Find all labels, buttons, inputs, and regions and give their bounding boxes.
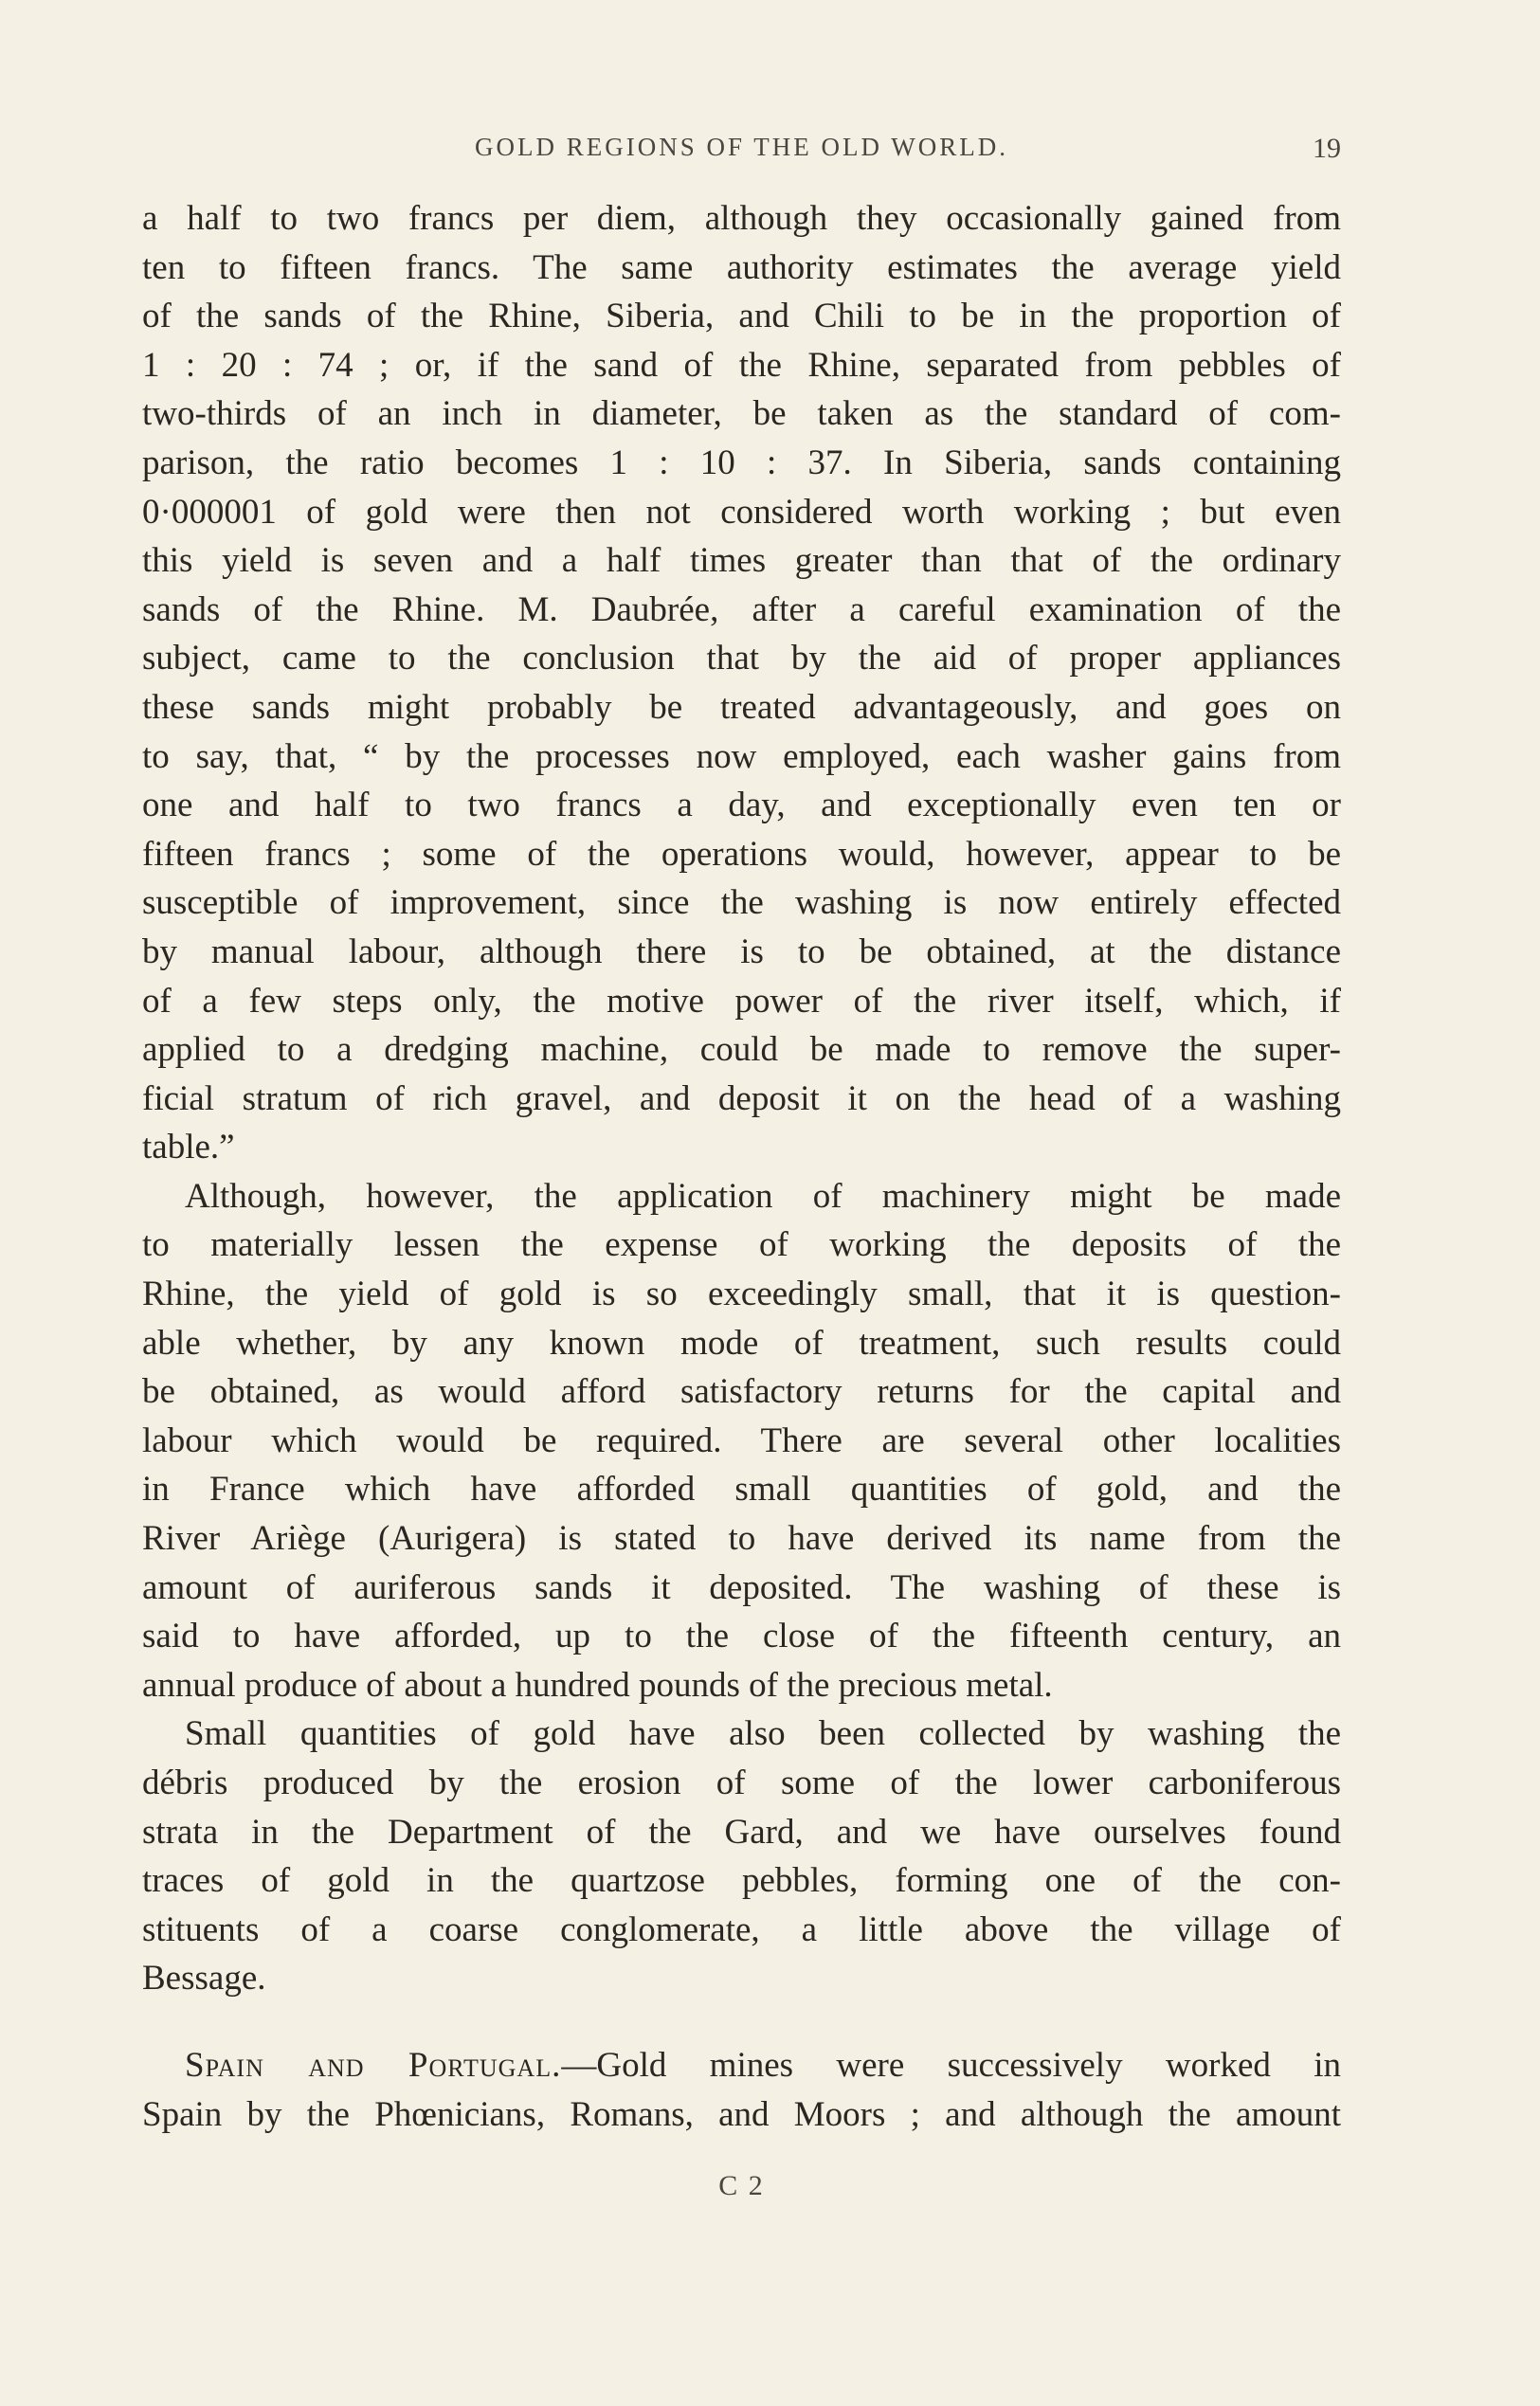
paragraph-3 xyxy=(142,1710,1341,2003)
text-line: parison, the ratio becomes 1 : 10 : 37. In Siberia, sands containing xyxy=(142,443,1341,482)
text-line: River Ariège (Aurigera) is stated to have derived its name from the xyxy=(142,1519,1341,1559)
text-line: be obtained, as would afford satisfactory returns for the capital and xyxy=(142,1372,1341,1412)
text-line: débris produced by the erosion of some of the lower carboniferous xyxy=(142,1764,1341,1802)
text-line: stituents of a coarse conglomerate, a little above the village of xyxy=(142,1909,1341,1949)
text-line: Spain by the Phœnicians, Romans, and Moors ; and although the amount xyxy=(142,2094,1341,2134)
text-line: Small quantities of gold have also been collected by washing the xyxy=(185,1714,1341,1754)
text-line: to say, that, “ by the processes now employed, each washer gains from xyxy=(142,736,1341,776)
text-line: in France which have afforded small quantities of gold, and the xyxy=(142,1470,1341,1510)
text-line: of the sands of the Rhine, Siberia, and Chili to be in the proportion of xyxy=(142,297,1341,336)
paragraph-1 xyxy=(142,194,1341,1172)
section-heading: Spain and Portugal. xyxy=(185,2045,562,2085)
text-line: applied to a dredging machine, could be made to remove the super- xyxy=(142,1030,1341,1070)
text-line: sands of the Rhine. M. Daubrée, after a careful examination of the xyxy=(142,589,1341,629)
text-line: this yield is seven and a half times greater than that of the ordinary xyxy=(142,541,1341,581)
text-line: a half to two francs per diem, although they occasionally gained from xyxy=(142,199,1341,238)
text-line: Bessage. xyxy=(142,1959,266,1999)
paragraph-2 xyxy=(142,1172,1341,1710)
section-spain-portugal xyxy=(142,2041,1341,2139)
text-line: 0·000001 of gold were then not considered worth working ; but even xyxy=(142,492,1341,532)
text-line: labour which would be required. There are several other localities xyxy=(142,1420,1341,1460)
text-line: said to have afforded, up to the close of the fifteenth century, an xyxy=(142,1617,1341,1656)
text-line: two-thirds of an inch in diameter, be taken as the standard of com- xyxy=(142,394,1341,434)
text-line: ten to fifteen francs. The same authority estimates the average yield xyxy=(142,247,1341,287)
page-number: 19 xyxy=(1313,133,1341,164)
text-line: traces of gold in the quartzose pebbles, forming one of the con- xyxy=(142,1861,1341,1901)
text-line: annual produce of about a hundred pounds of the precious metal. xyxy=(142,1665,1053,1705)
text-line: amount of auriferous sands it deposited. The washing of these is xyxy=(142,1567,1341,1607)
text-line: to materially lessen the expense of working the deposits of the xyxy=(142,1225,1341,1265)
text-line: Rhine, the yield of gold is so exceedingly small, that it is question- xyxy=(142,1275,1341,1314)
text-line: subject, came to the conclusion that by the aid of proper appliances xyxy=(142,639,1341,678)
text-line: of a few steps only, the motive power of the river itself, which, if xyxy=(142,981,1341,1021)
running-head xyxy=(142,133,1341,171)
text-line: susceptible of improvement, since the washing is now entirely effected xyxy=(142,883,1341,923)
text-line: table.” xyxy=(142,1128,235,1167)
section-gap xyxy=(142,2003,1341,2041)
body-text xyxy=(142,194,1341,2139)
text-line: strata in the Department of the Gard, and we have ourselves found xyxy=(142,1812,1341,1852)
section-line-text: —Gold mines were successively worked in xyxy=(561,2045,1341,2085)
signature-mark: C 2 xyxy=(718,2170,765,2201)
text-line: able whether, by any known mode of treatment, such results could xyxy=(142,1323,1341,1363)
section-first-line xyxy=(142,2041,1341,2090)
running-title: GOLD REGIONS OF THE OLD WORLD. xyxy=(475,133,1008,161)
text-line: one and half to two francs a day, and exceptionally even ten or xyxy=(142,786,1341,825)
text-line: fifteen francs ; some of the operations would, however, appear to be xyxy=(142,834,1341,874)
text-line: ficial stratum of rich gravel, and deposit it on the head of a washing xyxy=(142,1078,1341,1118)
text-line: 1 : 20 : 74 ; or, if the sand of the Rhine, separated from pebbles of xyxy=(142,345,1341,385)
text-line: these sands might probably be treated advantageously, and goes on xyxy=(142,687,1341,727)
text-line: by manual labour, although there is to be obtained, at the distance xyxy=(142,932,1341,971)
text-line: Although, however, the application of machinery might be made xyxy=(185,1176,1341,1216)
